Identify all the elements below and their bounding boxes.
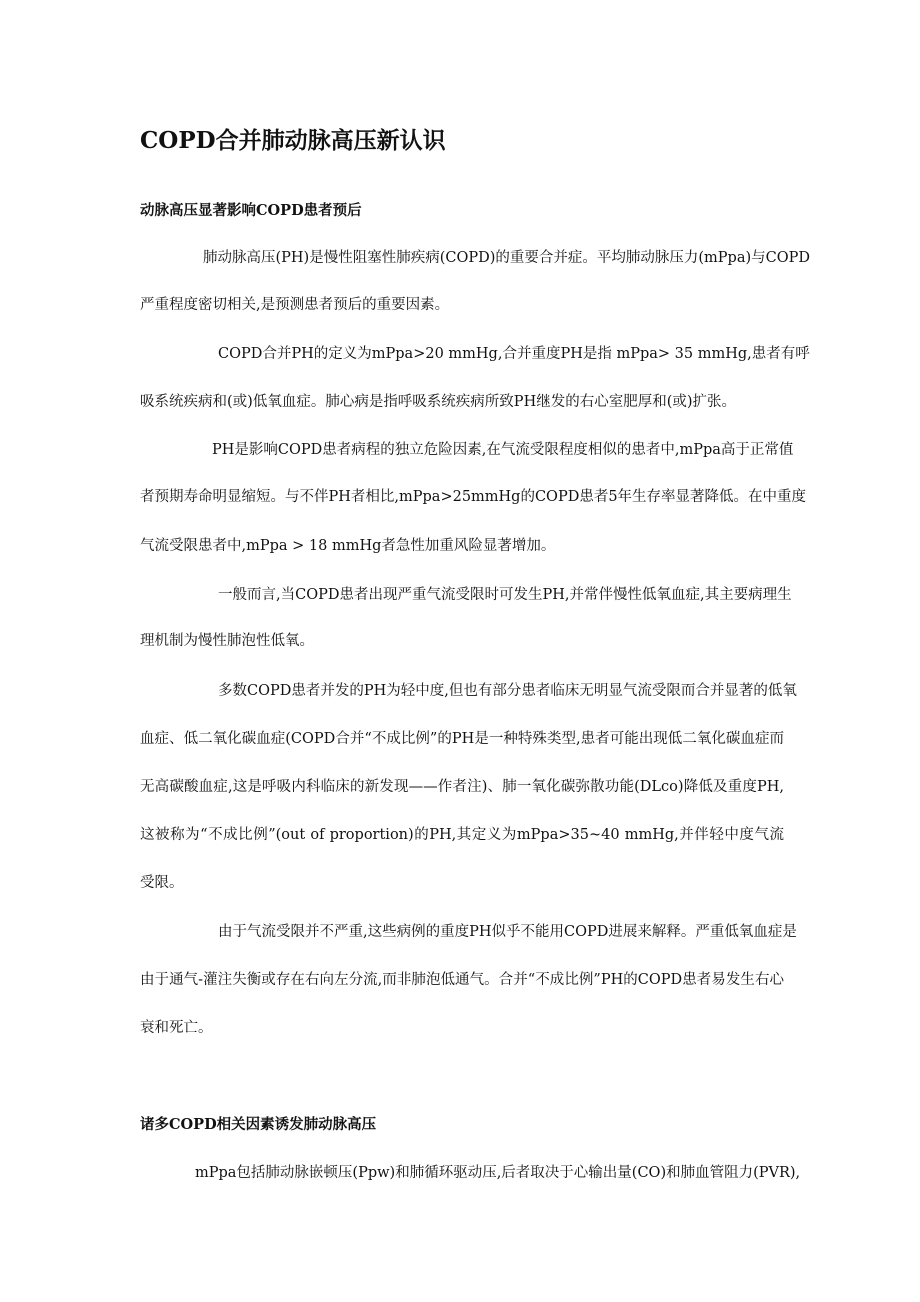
paragraph-line: 一般而言,当COPD患者出现严重气流受限时可发生PH,并常伴慢性低氧血症,其主要病理生 — [218, 587, 792, 603]
document-title: COPD合并肺动脉高压新认识 — [140, 127, 446, 154]
paragraph-line: 无高碳酸血症,这是呼吸内科临床的新发现——作者注)、肺一氧化碳弥散功能(DLco)降低及重度PH, — [140, 779, 784, 795]
paragraph-line: COPD合并PH的定义为mPpa>20 mmHg,合并重度PH是指 mPpa> 35 mmHg,患者有呼 — [218, 346, 810, 362]
paragraph-line: 者预期寿命明显缩短。与不伴PH者相比,mPpa>25mmHg的COPD患者5年生存率显著降低。在中重度 — [140, 489, 807, 505]
paragraph-line: PH是影响COPD患者病程的独立危险因素,在气流受限程度相似的患者中,mPpa高于正常值 — [212, 442, 794, 458]
paragraph-line: 肺动脉高压(PH)是慢性阻塞性肺疾病(COPD)的重要合并症。平均肺动脉压力(mPpa)与COPD — [203, 250, 811, 266]
paragraph-line: 由于通气-灌注失衡或存在右向左分流,而非肺泡低通气。合并“不成比例”PH的COPD患者易发生右心 — [140, 972, 784, 988]
paragraph-line: 气流受限患者中,mPpa > 18 mmHg者急性加重风险显著增加。 — [140, 538, 556, 554]
paragraph-line: 由于气流受限并不严重,这些病例的重度PH似乎不能用COPD进展来解释。严重低氧血症是 — [218, 924, 797, 940]
paragraph-line: 血症、低二氧化碳血症(COPD合并“不成比例”的PH是一种特殊类型,患者可能出现低二氧化碳血症而 — [140, 731, 784, 747]
paragraph-line: mPpa包括肺动脉嵌顿压(Ppw)和肺循环驱动压,后者取决于心输出量(CO)和肺血管阻力(PVR), — [195, 1165, 801, 1181]
paragraph-line: 受限。 — [140, 875, 184, 891]
section-heading: 动脉高压显著影响COPD患者预后 — [140, 202, 362, 219]
paragraph-line: 多数COPD患者并发的PH为轻中度,但也有部分患者临床无明显气流受限而合并显著的低氧 — [218, 683, 797, 699]
section-heading: 诸多COPD相关因素诱发肺动脉高压 — [140, 1116, 377, 1133]
paragraph-line: 理机制为慢性肺泡性低氧。 — [140, 633, 314, 649]
paragraph-line: 吸系统疾病和(或)低氧血症。肺心病是指呼吸系统疾病所致PH继发的右心室肥厚和(或)扩张。 — [140, 394, 737, 410]
paragraph-line: 这被称为“不成比例”(out of proportion)的PH,其定义为mPpa>35~40 mmHg,并伴轻中度气流 — [140, 827, 784, 843]
paragraph-line: 严重程度密切相关,是预测患者预后的重要因素。 — [140, 297, 450, 313]
paragraph-line: 衰和死亡。 — [140, 1020, 213, 1036]
